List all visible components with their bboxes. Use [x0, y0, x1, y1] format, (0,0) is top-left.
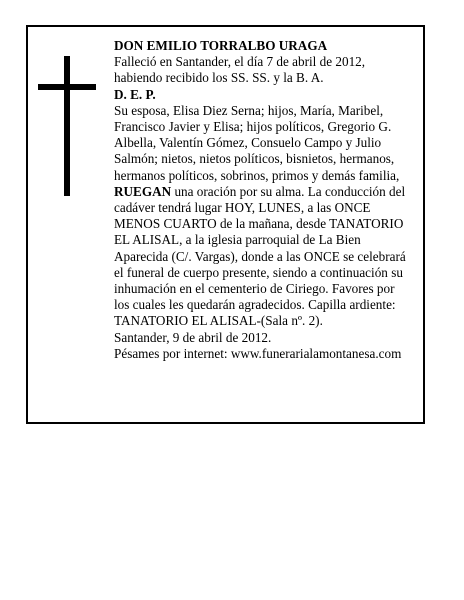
body-line: el funeral de cuerpo presente, siendo a continuación su: [114, 264, 403, 280]
body-line: MENOS CUARTO de la mañana, desde TANATORIO: [114, 216, 404, 232]
condolences-line: Pésames por internet: www.funerarialamontanesa.com: [114, 345, 402, 361]
body-line: TANATORIO EL ALISAL-(Sala nº. 2).: [114, 313, 323, 329]
cross-icon-crossbar: [38, 84, 96, 90]
death-info-line: habiendo recibido los SS. SS. y la B. A.: [114, 70, 324, 86]
body-line: inhumación en el cementerio de Ciriego. Favores por: [114, 281, 395, 297]
body-line: Francisco Javier y Elisa; hijos políticos, Gregorio G.: [114, 119, 392, 135]
body-line: los cuales les quedarán agradecidos. Capilla ardiente:: [114, 297, 396, 313]
obituary-text: [114, 38, 420, 362]
body-line: cadáver tendrá lugar HOY, LUNES, a las ONCE: [114, 200, 371, 216]
body-line-rest: una oración por su alma. La conducción del: [171, 183, 406, 199]
body-line: [114, 184, 420, 200]
body-line: Albella, Valentín Gómez, Consuelo Campo y Julio: [114, 135, 382, 151]
date-place-line: Santander, 9 de abril de 2012.: [114, 329, 272, 345]
cross-icon: [64, 56, 70, 196]
body-line: hermanos políticos, sobrinos, primos y demás familia,: [114, 167, 400, 183]
body-line: Salmón; nietos, nietos políticos, bisnietos, hermanos,: [114, 151, 395, 167]
death-info-line: Falleció en Santander, el día 7 de abril de 2012,: [114, 54, 366, 70]
body-line: Su esposa, Elisa Diez Serna; hijos, María, Maribel,: [114, 102, 384, 118]
body-line: EL ALISAL, a la iglesia parroquial de La Bien: [114, 232, 361, 248]
deceased-name: DON EMILIO TORRALBO URAGA: [114, 38, 328, 53]
body-line: Aparecida (C/. Vargas), donde a las ONCE se celebrará: [114, 248, 406, 264]
rip-heading: D. E. P.: [114, 86, 156, 102]
ruegan-keyword: RUEGAN: [114, 183, 172, 199]
